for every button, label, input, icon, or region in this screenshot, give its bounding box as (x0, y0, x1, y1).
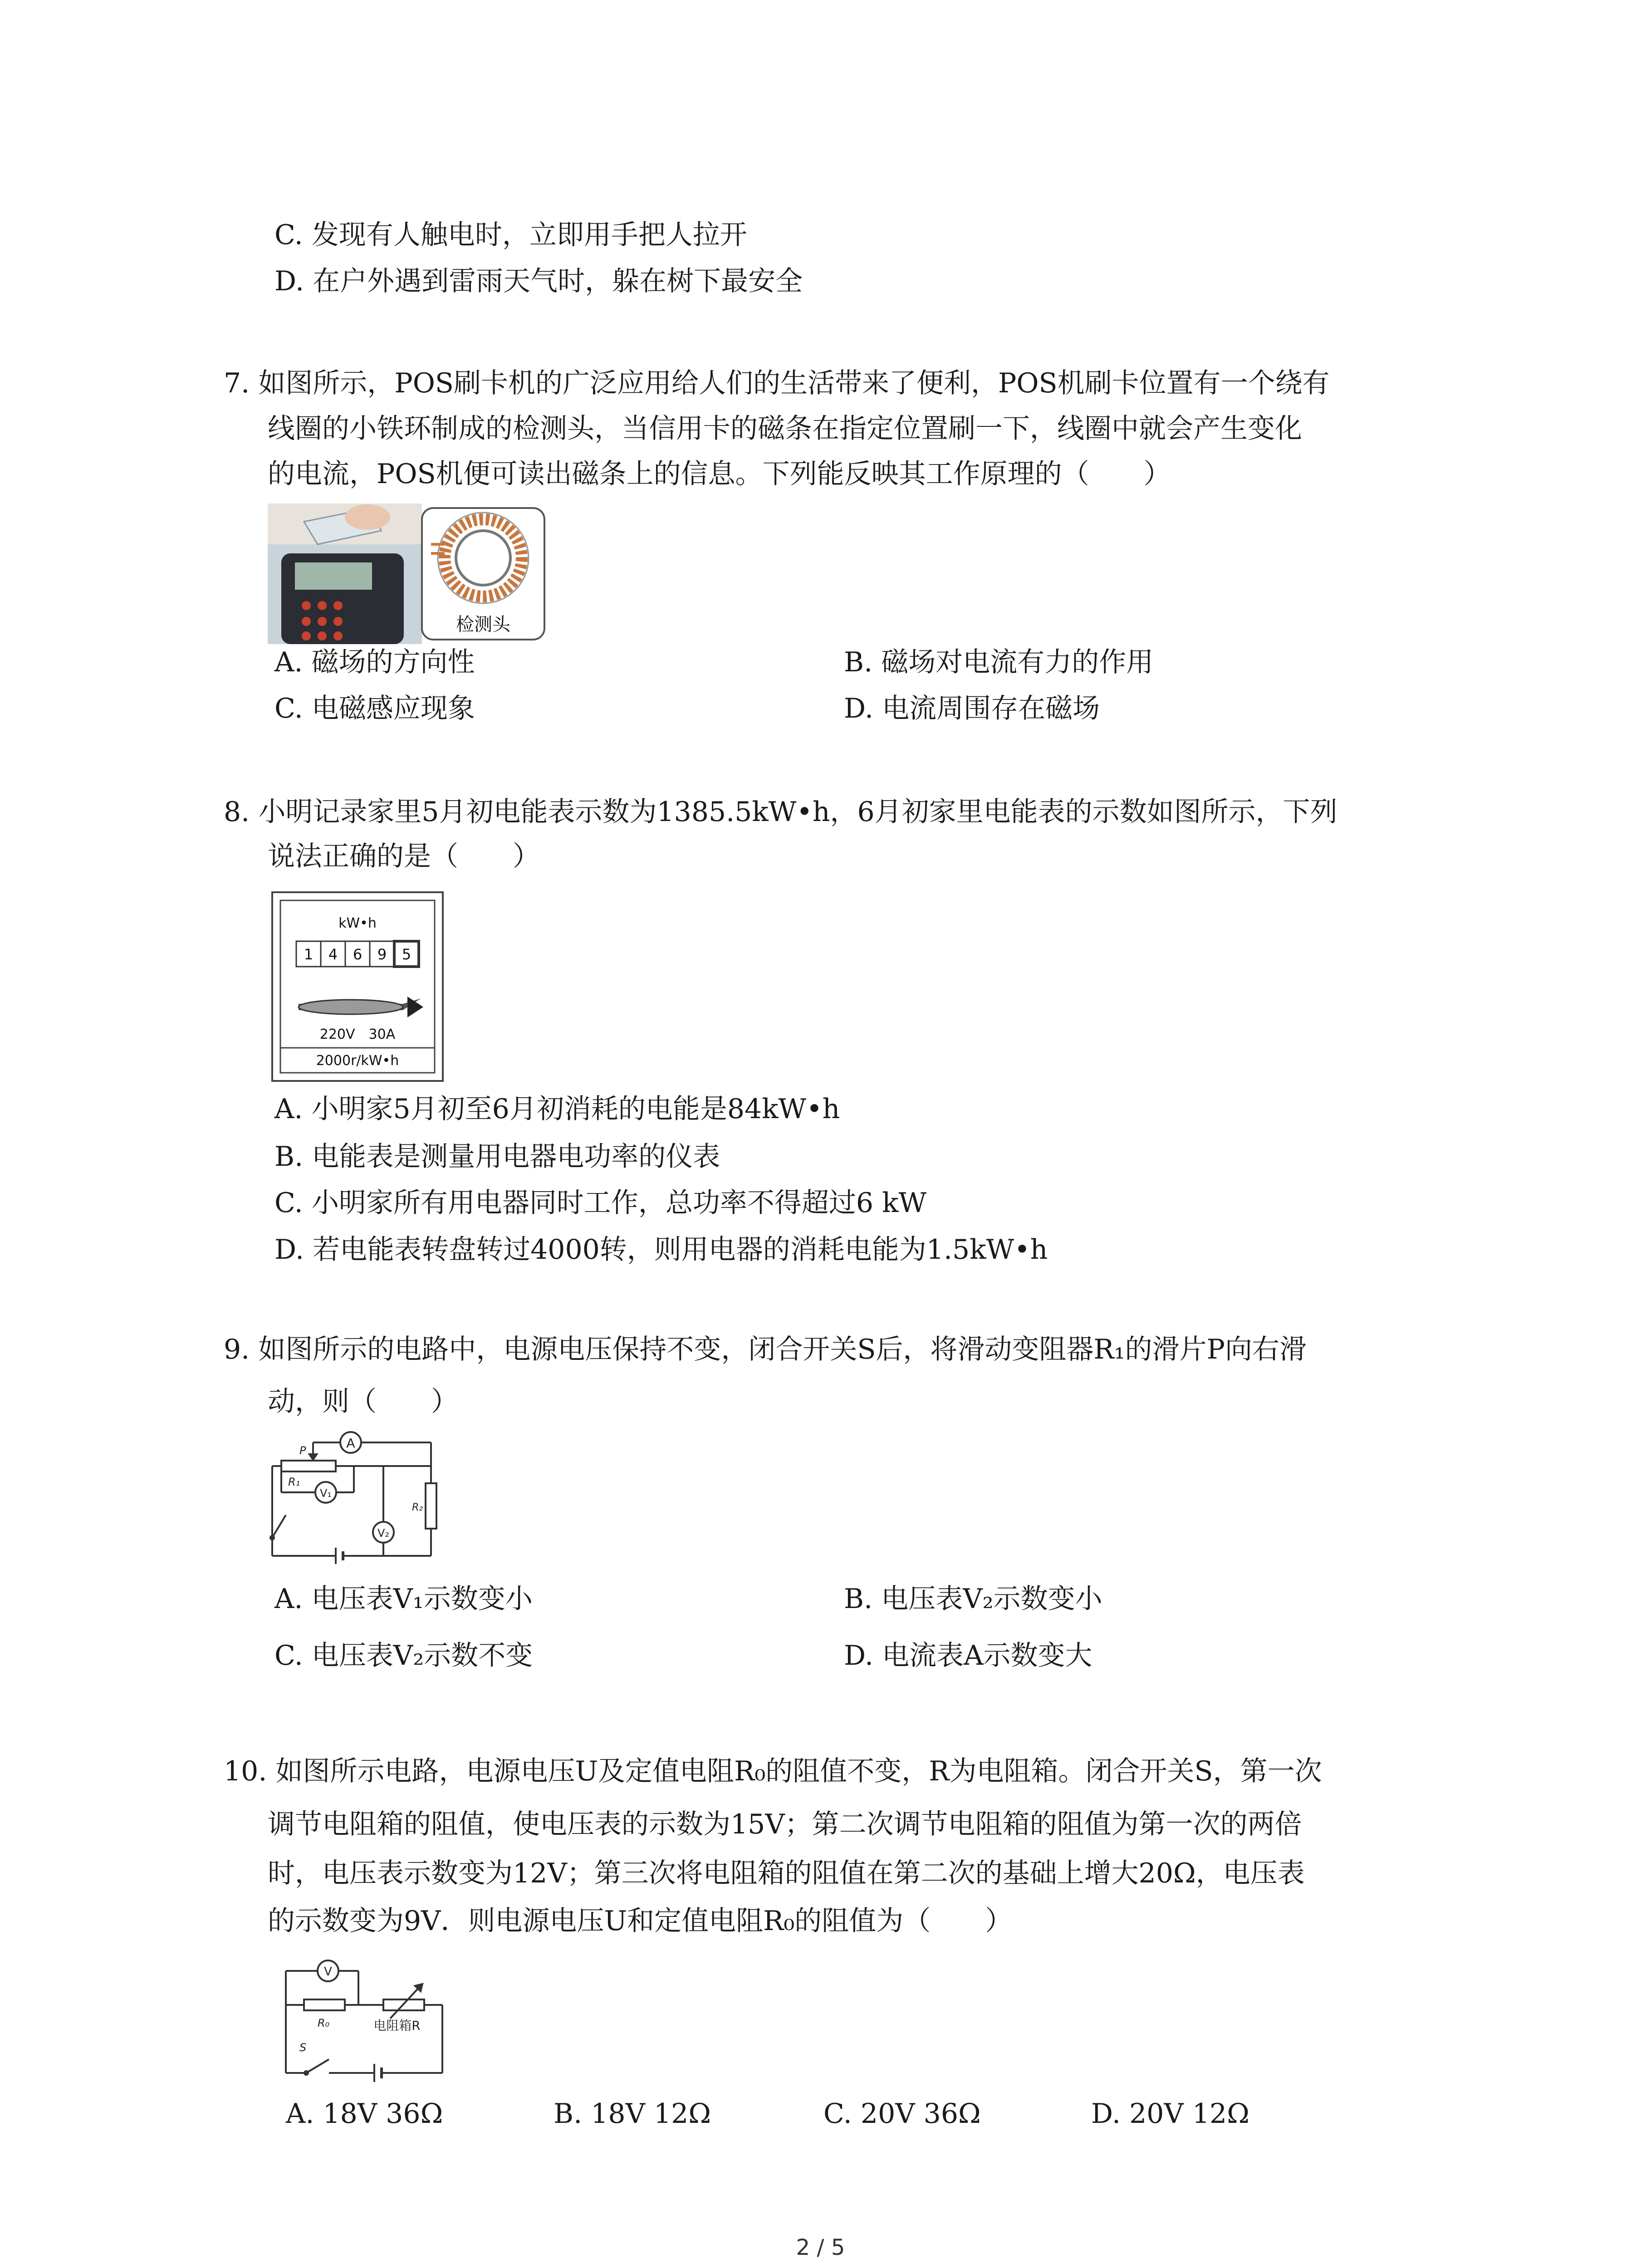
q9-option-c: C. 电压表V₂示数不变 (274, 1640, 533, 1672)
slider-p-label: P (299, 1444, 306, 1457)
q7-option-b: B. 磁场对电流有力的作用 (844, 646, 1154, 678)
q10-circuit-figure (279, 1950, 460, 2084)
switch-label: S (299, 2041, 307, 2054)
q10-stem-line2: 调节电阻箱的阻值，使电压表的示数为15V；第二次调节电阻箱的阻值为第一次的两倍 (268, 1809, 1302, 1840)
meter-spec-revolutions: 2000r/kW•h (316, 1053, 399, 1069)
voltmeter-label: V (324, 1965, 332, 1979)
q10-option-a: A. 18V 36Ω (286, 2098, 443, 2130)
resistance-box-label: 电阻箱R (373, 2018, 421, 2033)
q9-option-a: A. 电压表V₁示数变小 (274, 1583, 533, 1615)
q10-stem-line4: 的示数变为9V．则电源电压U和定值电阻R₀的阻值为（ ） (268, 1905, 1013, 1937)
meter-unit: kW•h (338, 915, 377, 931)
q10-stem-line1: 10. 如图所示电路，电源电压U及定值电阻R₀的阻值不变，R为电阻箱。闭合开关S，第一次 (224, 1755, 1322, 1787)
ammeter-label: A (346, 1436, 355, 1451)
r0-label: R₀ (317, 2017, 330, 2029)
v1-label: V₁ (319, 1487, 332, 1500)
q8-meter-figure (271, 891, 444, 1084)
q10-stem-line3: 时，电压表示数变为12V；第三次将电阻箱的阻值在第二次的基础上增大20Ω，电压表 (268, 1857, 1305, 1889)
meter-digit: 1 (304, 946, 314, 963)
q9-circuit-figure (268, 1424, 458, 1580)
q7-option-d: D. 电流周围存在磁场 (844, 693, 1100, 724)
r1-label: R₁ (288, 1476, 300, 1488)
q9-stem-line1: 9. 如图所示的电路中，电源电压保持不变，闭合开关S后，将滑动变阻器R₁的滑片P向右滑 (224, 1334, 1307, 1365)
q7-option-c: C. 电磁感应现象 (274, 693, 475, 724)
q8-option-a: A. 小明家5月初至6月初消耗的电能是84kW•h (274, 1093, 840, 1125)
q8-stem-line1: 8. 小明记录家里5月初电能表示数为1385.5kW•h，6月初家里电能表的示数如图所示，下列 (224, 796, 1337, 828)
q8-option-b: B. 电能表是测量用电器电功率的仪表 (274, 1141, 720, 1173)
meter-digit: 5 (402, 946, 411, 963)
meter-spec-voltage-current: 220V 30A (319, 1026, 396, 1042)
q8-stem-line2: 说法正确的是（ ） (268, 841, 540, 872)
meter-digit: 9 (377, 946, 387, 963)
q10-option-c: C. 20V 36Ω (823, 2098, 981, 2130)
q7-figure-label: 检测头 (456, 614, 510, 635)
q9-stem-line2: 动，则（ ） (268, 1386, 458, 1418)
q6-option-c: C. 发现有人触电时，立即用手把人拉开 (274, 219, 747, 251)
q7-stem-line1: 7. 如图所示，POS刷卡机的广泛应用给人们的生活带来了便利，POS机刷卡位置有一个绕有 (224, 367, 1330, 399)
meter-digit-row (296, 941, 419, 967)
meter-digit: 6 (353, 946, 362, 963)
v2-label: V₂ (377, 1527, 390, 1540)
page-number: 2 / 5 (796, 2235, 845, 2260)
q10-option-b: B. 18V 12Ω (554, 2098, 711, 2130)
meter-digit: 4 (328, 946, 338, 963)
q6-option-d: D. 在户外遇到雷雨天气时，躲在树下最安全 (274, 265, 803, 297)
r2-label: R₂ (412, 1502, 423, 1513)
q7-option-a: A. 磁场的方向性 (274, 646, 475, 678)
q10-option-d: D. 20V 12Ω (1091, 2098, 1249, 2130)
q7-pos-figure (268, 503, 549, 646)
q8-option-c: C. 小明家所有用电器同时工作，总功率不得超过6 kW (274, 1187, 927, 1219)
q7-stem-line2: 线圈的小铁环制成的检测头，当信用卡的磁条在指定位置刷一下，线圈中就会产生变化 (268, 413, 1302, 445)
q8-option-d: D. 若电能表转盘转过4000转，则用电器的消耗电能为1.5kW•h (274, 1234, 1048, 1266)
q9-option-d: D. 电流表A示数变大 (844, 1640, 1092, 1672)
q9-option-b: B. 电压表V₂示数变小 (844, 1583, 1102, 1615)
q7-stem-line3: 的电流，POS机便可读出磁条上的信息。下列能反映其工作原理的（ ） (268, 458, 1171, 490)
